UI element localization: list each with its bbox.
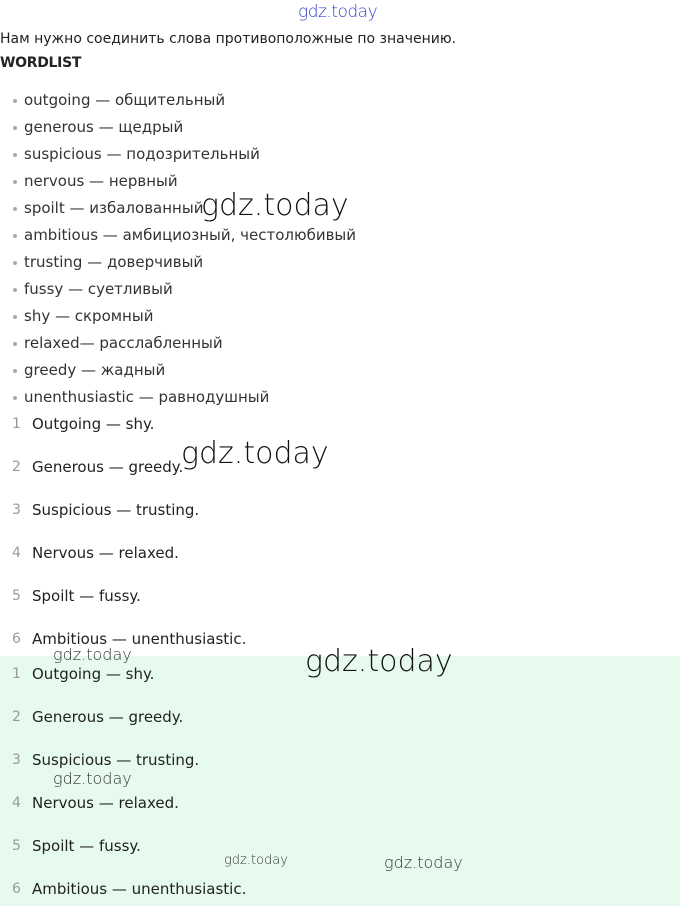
watermark-large: gdz.today (305, 644, 453, 679)
bullet-icon (13, 126, 17, 130)
answer-text: Generous — greedy. (32, 708, 184, 726)
wordlist-item-text: fussy — суетливый (24, 280, 173, 298)
answer-text: Suspicious — trusting. (32, 751, 200, 769)
answer-item (0, 500, 680, 543)
answer-item (0, 664, 680, 707)
answer-text: Generous — greedy. (32, 458, 184, 476)
bullet-icon (13, 99, 17, 103)
wordlist-item (0, 387, 356, 414)
answer-number: 1 (12, 666, 21, 682)
bullet-icon (13, 261, 17, 265)
answer-text: Nervous — relaxed. (32, 544, 179, 562)
answer-item (0, 793, 680, 836)
wordlist-item-text: shy — скромный (24, 307, 154, 325)
answer-number: 2 (12, 709, 21, 725)
task-description: Нам нужно соединить слова противоположные по значению. (0, 31, 457, 47)
wordlist-item-text: outgoing — общительный (24, 91, 226, 109)
bullet-icon (13, 207, 17, 211)
wordlist-item-text: unenthusiastic — равнодушный (24, 388, 270, 406)
wordlist-item-text: greedy — жадный (24, 361, 166, 379)
answer-item (0, 543, 680, 586)
answer-number: 3 (12, 752, 21, 768)
answer-number: 5 (12, 838, 21, 854)
answer-item (0, 457, 680, 500)
bullet-icon (13, 234, 17, 238)
bullet-icon (13, 369, 17, 373)
watermark-small: gdz.today (53, 769, 132, 788)
answer-item (0, 750, 680, 793)
answer-number: 4 (12, 545, 21, 561)
wordlist-item-text: nervous — нервный (24, 172, 178, 190)
bullet-icon (13, 342, 17, 346)
answer-item (0, 836, 680, 879)
answer-number: 5 (12, 588, 21, 604)
wordlist (0, 90, 356, 414)
highlighted-answer-list (0, 656, 680, 906)
answer-number: 1 (12, 416, 21, 432)
wordlist-item (0, 198, 356, 225)
wordlist-heading: WORDLIST (0, 55, 82, 71)
wordlist-item-text: generous — щедрый (24, 118, 184, 136)
wordlist-item (0, 252, 356, 279)
wordlist-item (0, 333, 356, 360)
wordlist-item (0, 306, 356, 333)
answer-text: Spoilt — fussy. (32, 587, 141, 605)
watermark-large: gdz.today (201, 188, 349, 223)
wordlist-item (0, 279, 356, 306)
answer-number: 4 (12, 795, 21, 811)
answer-item (0, 414, 680, 457)
watermark-small: gdz.today (224, 853, 288, 868)
answer-item (0, 879, 680, 922)
answer-number: 3 (12, 502, 21, 518)
answer-number: 2 (12, 459, 21, 475)
answer-text: Suspicious — trusting. (32, 501, 200, 519)
wordlist-item (0, 90, 356, 117)
answer-item (0, 707, 680, 750)
bullet-icon (13, 153, 17, 157)
wordlist-item (0, 360, 356, 387)
bullet-icon (13, 180, 17, 184)
answer-text: Outgoing — shy. (32, 665, 155, 683)
answer-text: Nervous — relaxed. (32, 794, 179, 812)
wordlist-item (0, 144, 356, 171)
answer-text: Outgoing — shy. (32, 415, 155, 433)
bullet-icon (13, 396, 17, 400)
answer-text: Ambitious — unenthusiastic. (32, 880, 247, 898)
wordlist-item (0, 117, 356, 144)
wordlist-item-text: relaxed— расслабленный (24, 334, 223, 352)
answer-list (0, 414, 680, 672)
wordlist-item-text: spoilt — избалованный (24, 199, 204, 217)
wordlist-item (0, 171, 356, 198)
bullet-icon (13, 288, 17, 292)
bullet-icon (13, 315, 17, 319)
answer-text: Ambitious — unenthusiastic. (32, 630, 247, 648)
answer-text: Spoilt — fussy. (32, 837, 141, 855)
watermark-top: gdz.today (298, 2, 378, 22)
wordlist-item-text: trusting — доверчивый (24, 253, 204, 271)
answer-item (0, 586, 680, 629)
wordlist-item (0, 225, 356, 252)
watermark-large: gdz.today (181, 436, 329, 471)
answer-number: 6 (12, 631, 21, 647)
wordlist-item-text: ambitious — амбициозный, честолюбивый (24, 226, 357, 244)
answer-number: 6 (12, 881, 21, 897)
wordlist-item-text: suspicious — подозрительный (24, 145, 260, 163)
watermark-small: gdz.today (53, 645, 132, 664)
watermark-small: gdz.today (384, 853, 463, 872)
